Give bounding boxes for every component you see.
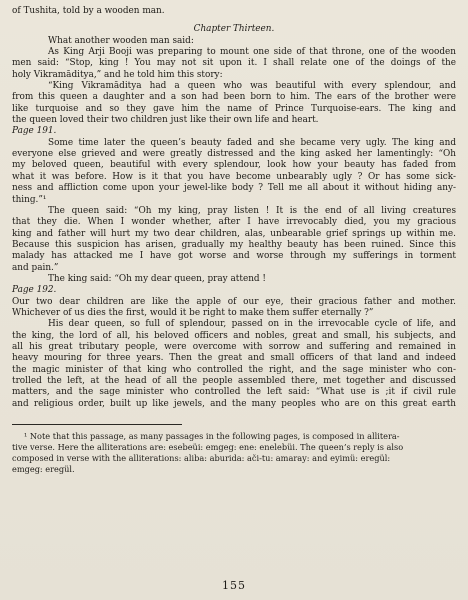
text-line: The queen said: “Oh my king, pray listen ! It is the end of all living creatures bbox=[48, 205, 456, 216]
text-line: The king said: “Oh my dear queen, pray attend ! bbox=[48, 273, 266, 284]
text-line: heavy mouring for three years. Then the great and small officers of that land and indeed bbox=[12, 353, 456, 364]
footnote-rule bbox=[12, 424, 182, 425]
text-line: His dear queen, so full of splendour, passed on in the irrevocable cycle of life, and bbox=[48, 319, 456, 330]
page-reference: Page 192. bbox=[12, 285, 57, 296]
page-reference: Page 191. bbox=[12, 126, 57, 137]
text-line: everyone else grieved and were greatly distressed and the king asked her lamentingly: “Oh bbox=[12, 149, 456, 160]
footnote-line: emgeg: eregül. bbox=[12, 464, 75, 475]
text-line: Whichever of us dies the first, would it be right to make them suffer eternally ?” bbox=[12, 307, 374, 318]
text-line: “King Vikramāditya had a queen who was beautiful with every splendour, and bbox=[48, 81, 456, 92]
text-line: ness and affliction come upon your jewel-like body ? Tell me all about it without hiding any- bbox=[12, 183, 456, 194]
text-line: Our two dear children are like the apple of our eye, their gracious father and mother. bbox=[12, 296, 456, 307]
text-line: matters, and the sage minister who controlled the left said: “What use is ;it if civil rule bbox=[12, 387, 456, 398]
text-line: the queen loved their two children just like their own life and heart. bbox=[12, 115, 319, 126]
text-line: What another wooden man said: bbox=[48, 35, 194, 46]
text-line: thing.”¹ bbox=[12, 194, 47, 205]
footnote-line: composed in verse with the alliterations: aliba: aburida: ači-tu: amaray: and eyimü: eregül: bbox=[12, 453, 391, 464]
top-line: of Tushita, told by a wooden man. bbox=[12, 6, 165, 16]
text-line: that they die. When I wonder whether, after I have irrevocably died, you my gracious bbox=[12, 217, 456, 228]
text-line: all his great tributary people, were overcome with sorrow and suffering and remained in bbox=[12, 341, 456, 352]
text-line: malady has attacked me I have got worse and worse through my sufferings in torment bbox=[12, 251, 456, 262]
footnote-line: ¹ Note that this passage, as many passages in the following pages, is composed in allitera- bbox=[24, 431, 400, 442]
text-line: what it was before. How is it that you have become unbearably ugly ? Or has some sick- bbox=[12, 171, 456, 182]
text-line: holy Vikramāditya,” and he told him this story: bbox=[12, 69, 223, 80]
text-line: the king, the lord of all, his beloved officers and nobles, great and small, his subjects, and bbox=[12, 330, 456, 341]
text-line: my beloved queen, beautiful with every splendour, look how your beauty has faded from bbox=[12, 160, 456, 171]
footnotes bbox=[12, 431, 456, 475]
text-line: and pain.” bbox=[12, 262, 59, 273]
text-line: men said: “Stop, king ! You may not sit upon it. I shall relate one of the doings of the bbox=[12, 58, 456, 69]
page-number: 155 bbox=[222, 579, 246, 592]
text-line: king and father will hurt my two dear children, alas, unbearable grief springs up within me. bbox=[12, 228, 456, 239]
body-text bbox=[12, 36, 456, 410]
footnote-line: tive verse. Here the alliterations are: esebeüi: emgeg: ene: enelebüi. The queen’s reply is also bbox=[12, 442, 404, 453]
text-line: trolled the left, at the head of all the people assembled there, met together and discussed bbox=[12, 376, 456, 386]
text-line: As King Arji Booji was preparing to mount one side of that throne, one of the wooden bbox=[48, 47, 456, 58]
chapter-heading: Chapter Thirteen. bbox=[193, 24, 275, 35]
text-line: the magic minister of that king who controlled the right, and the sage minister who con- bbox=[12, 364, 456, 375]
text-line: like turquoise and so they gave him the name of Prince Turquoise-ears. The king and bbox=[12, 103, 456, 114]
text-line: Some time later the queen’s beauty faded and she became very ugly. The king and bbox=[48, 137, 456, 148]
text-line: and religious order, built up like jewels, and the many peoples who are on this great earth bbox=[12, 398, 456, 409]
text-line: from this queen a daughter and a son had been born to him. The ears of the brother were bbox=[12, 92, 456, 103]
text-line: Because this suspicion has arisen, gradually my healthy beauty has been ruined. Since this bbox=[12, 239, 456, 250]
